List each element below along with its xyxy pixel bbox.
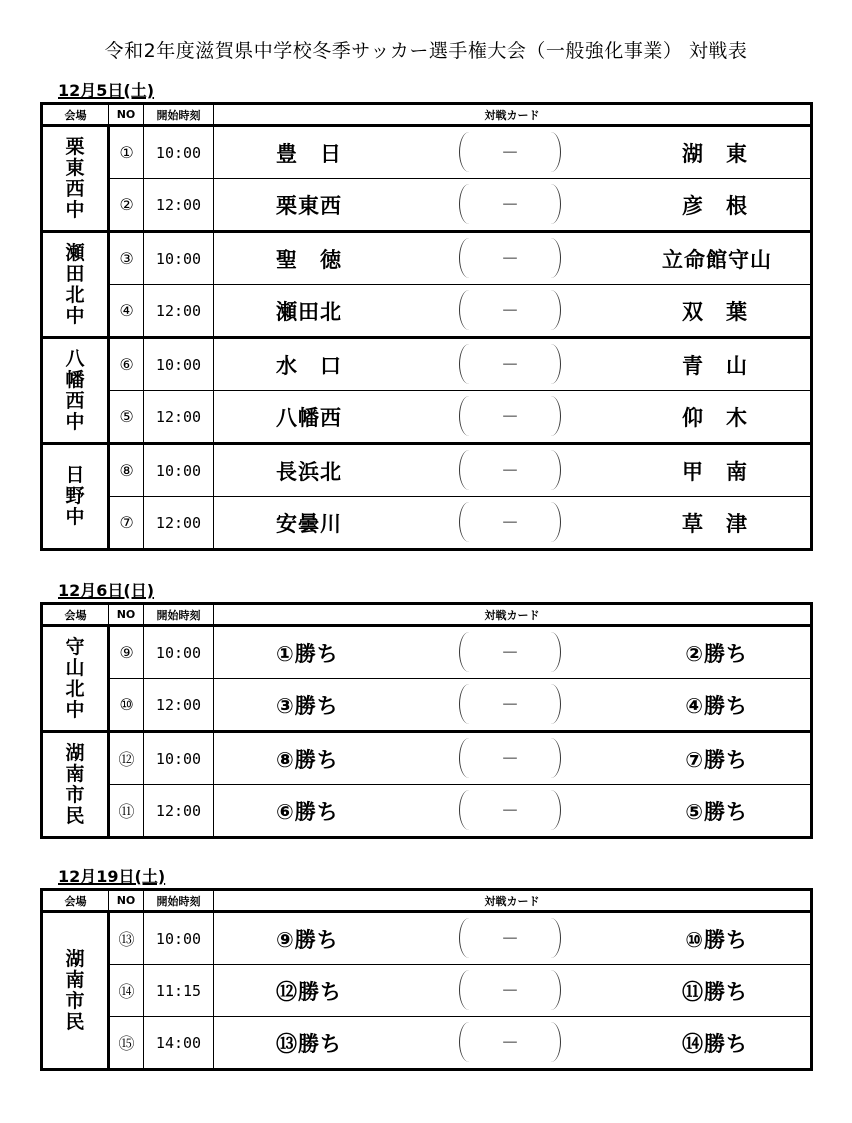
match-card: [214, 1017, 812, 1070]
schedule-section: [40, 580, 810, 839]
venue-cell: [42, 232, 109, 338]
day-label: 12月6日(日): [58, 581, 155, 600]
header-time: 開始時刻: [144, 104, 214, 126]
versus-dash: －: [501, 301, 519, 322]
venue-cell: [42, 912, 109, 1070]
score-bracket: [459, 970, 561, 1010]
schedule-table: [40, 888, 813, 1071]
start-time: 10:00: [144, 444, 214, 497]
away-team: ⑦勝ち: [685, 747, 748, 772]
header-time: 開始時刻: [144, 890, 214, 912]
match-number: ⑮: [109, 1017, 144, 1070]
table-row: [42, 391, 812, 444]
table-row: [42, 285, 812, 338]
away-team: ⑤勝ち: [685, 799, 748, 824]
versus-dash: －: [501, 249, 519, 270]
header-venue: 会場: [42, 104, 109, 126]
schedule-table: [40, 602, 813, 839]
versus-dash: －: [501, 643, 519, 664]
versus-dash: －: [501, 407, 519, 428]
start-time: 12:00: [144, 679, 214, 732]
header-venue: 会場: [42, 890, 109, 912]
venue-name: 守山北中: [65, 635, 85, 721]
header-no: NO: [109, 890, 144, 912]
venue-name: 湖南市民: [65, 741, 85, 827]
start-time: 12:00: [144, 497, 214, 550]
match-card: [214, 285, 812, 338]
home-team: 聖 徳: [276, 247, 342, 272]
header-venue: 会場: [42, 604, 109, 626]
table-row: [42, 444, 812, 497]
home-team: ⑬勝ち: [276, 1031, 342, 1056]
versus-dash: －: [501, 929, 519, 950]
start-time: 12:00: [144, 785, 214, 838]
start-time: 10:00: [144, 338, 214, 391]
away-team: 甲 南: [682, 459, 748, 484]
score-bracket: [459, 632, 561, 672]
venue-cell: [42, 444, 109, 550]
versus-dash: －: [501, 195, 519, 216]
versus-dash: －: [501, 801, 519, 822]
match-number: ③: [109, 232, 144, 285]
home-team: ③勝ち: [276, 693, 339, 718]
match-card: [214, 626, 812, 679]
score-bracket: [459, 684, 561, 724]
away-team: ⑩勝ち: [685, 927, 748, 952]
away-team: 青 山: [682, 353, 748, 378]
away-team: 双 葉: [682, 299, 748, 324]
score-bracket: [459, 502, 561, 542]
match-card: [214, 912, 812, 965]
table-row: [42, 912, 812, 965]
versus-dash: －: [501, 461, 519, 482]
table-row: [42, 965, 812, 1017]
venue-cell: [42, 338, 109, 444]
home-team: ⑥勝ち: [276, 799, 339, 824]
home-team: 瀬田北: [276, 299, 342, 324]
day-label: 12月19日(土): [58, 867, 166, 886]
score-bracket: [459, 238, 561, 278]
match-number: ⑩: [109, 679, 144, 732]
match-number: ④: [109, 285, 144, 338]
table-row: [42, 232, 812, 285]
match-card: [214, 497, 812, 550]
schedule-table: [40, 102, 813, 551]
start-time: 12:00: [144, 179, 214, 232]
away-team: 彦 根: [682, 193, 748, 218]
away-team: 湖 東: [682, 141, 748, 166]
match-number: ⑧: [109, 444, 144, 497]
versus-dash: －: [501, 749, 519, 770]
away-team: ②勝ち: [685, 641, 748, 666]
score-bracket: [459, 1022, 561, 1062]
score-bracket: [459, 738, 561, 778]
match-card: [214, 732, 812, 785]
table-row: [42, 626, 812, 679]
start-time: 12:00: [144, 391, 214, 444]
away-team: ⑪勝ち: [682, 979, 748, 1004]
match-number: ⑦: [109, 497, 144, 550]
match-card: [214, 126, 812, 179]
start-time: 11:15: [144, 965, 214, 1017]
table-row: [42, 338, 812, 391]
score-bracket: [459, 344, 561, 384]
day-label: 12月5日(土): [58, 81, 155, 100]
home-team: ⑧勝ち: [276, 747, 339, 772]
home-team: 八幡西: [276, 405, 342, 430]
match-number: ⑫: [109, 732, 144, 785]
start-time: 10:00: [144, 626, 214, 679]
header-no: NO: [109, 604, 144, 626]
start-time: 10:00: [144, 732, 214, 785]
match-card: [214, 785, 812, 838]
versus-dash: －: [501, 1033, 519, 1054]
home-team: 水 口: [276, 353, 342, 378]
table-row: [42, 679, 812, 732]
home-team: ⑫勝ち: [276, 979, 342, 1004]
score-bracket: [459, 396, 561, 436]
start-time: 10:00: [144, 232, 214, 285]
match-card: [214, 965, 812, 1017]
header-card: 対戦カード: [214, 890, 812, 912]
start-time: 10:00: [144, 912, 214, 965]
score-bracket: [459, 918, 561, 958]
match-card: [214, 444, 812, 497]
header-card: 対戦カード: [214, 104, 812, 126]
match-number: ①: [109, 126, 144, 179]
venue-cell: [42, 626, 109, 732]
away-team: 立命館守山: [662, 247, 772, 272]
away-team: 仰 木: [682, 405, 748, 430]
table-row: [42, 497, 812, 550]
score-bracket: [459, 184, 561, 224]
table-row: [42, 126, 812, 179]
score-bracket: [459, 132, 561, 172]
match-number: ⑨: [109, 626, 144, 679]
venue-name: 日野中: [65, 464, 85, 528]
schedule-section: [40, 866, 810, 1071]
home-team: ①勝ち: [276, 641, 339, 666]
score-bracket: [459, 290, 561, 330]
header-time: 開始時刻: [144, 604, 214, 626]
versus-dash: －: [501, 981, 519, 1002]
venue-cell: [42, 126, 109, 232]
venue-name: 瀬田北中: [65, 241, 85, 327]
header-row: [42, 104, 812, 126]
match-number: ⑬: [109, 912, 144, 965]
match-number: ⑪: [109, 785, 144, 838]
header-no: NO: [109, 104, 144, 126]
away-team: ⑭勝ち: [682, 1031, 748, 1056]
home-team: 栗東西: [276, 193, 342, 218]
match-card: [214, 679, 812, 732]
venue-name: 湖南市民: [65, 947, 85, 1033]
table-row: [42, 732, 812, 785]
schedule-section: [40, 80, 810, 551]
home-team: ⑨勝ち: [276, 927, 339, 952]
match-card: [214, 179, 812, 232]
header-card: 対戦カード: [214, 604, 812, 626]
start-time: 12:00: [144, 285, 214, 338]
venue-name: 栗東西中: [65, 135, 85, 221]
versus-dash: －: [501, 513, 519, 534]
match-number: ⑤: [109, 391, 144, 444]
table-row: [42, 179, 812, 232]
versus-dash: －: [501, 355, 519, 376]
score-bracket: [459, 450, 561, 490]
table-row: [42, 1017, 812, 1070]
home-team: 豊 日: [276, 141, 342, 166]
match-number: ⑭: [109, 965, 144, 1017]
match-card: [214, 232, 812, 285]
home-team: 長浜北: [276, 459, 342, 484]
match-card: [214, 338, 812, 391]
versus-dash: －: [501, 143, 519, 164]
score-bracket: [459, 790, 561, 830]
page-title: 令和2年度滋賀県中学校冬季サッカー選手権大会（一般強化事業） 対戦表: [104, 40, 748, 62]
table-row: [42, 785, 812, 838]
home-team: 安曇川: [276, 511, 342, 536]
header-row: [42, 604, 812, 626]
venue-cell: [42, 732, 109, 838]
versus-dash: －: [501, 695, 519, 716]
away-team: 草 津: [682, 511, 748, 536]
header-row: [42, 890, 812, 912]
match-number: ⑥: [109, 338, 144, 391]
away-team: ④勝ち: [685, 693, 748, 718]
match-card: [214, 391, 812, 444]
start-time: 14:00: [144, 1017, 214, 1070]
venue-name: 八幡西中: [65, 347, 85, 433]
match-number: ②: [109, 179, 144, 232]
start-time: 10:00: [144, 126, 214, 179]
